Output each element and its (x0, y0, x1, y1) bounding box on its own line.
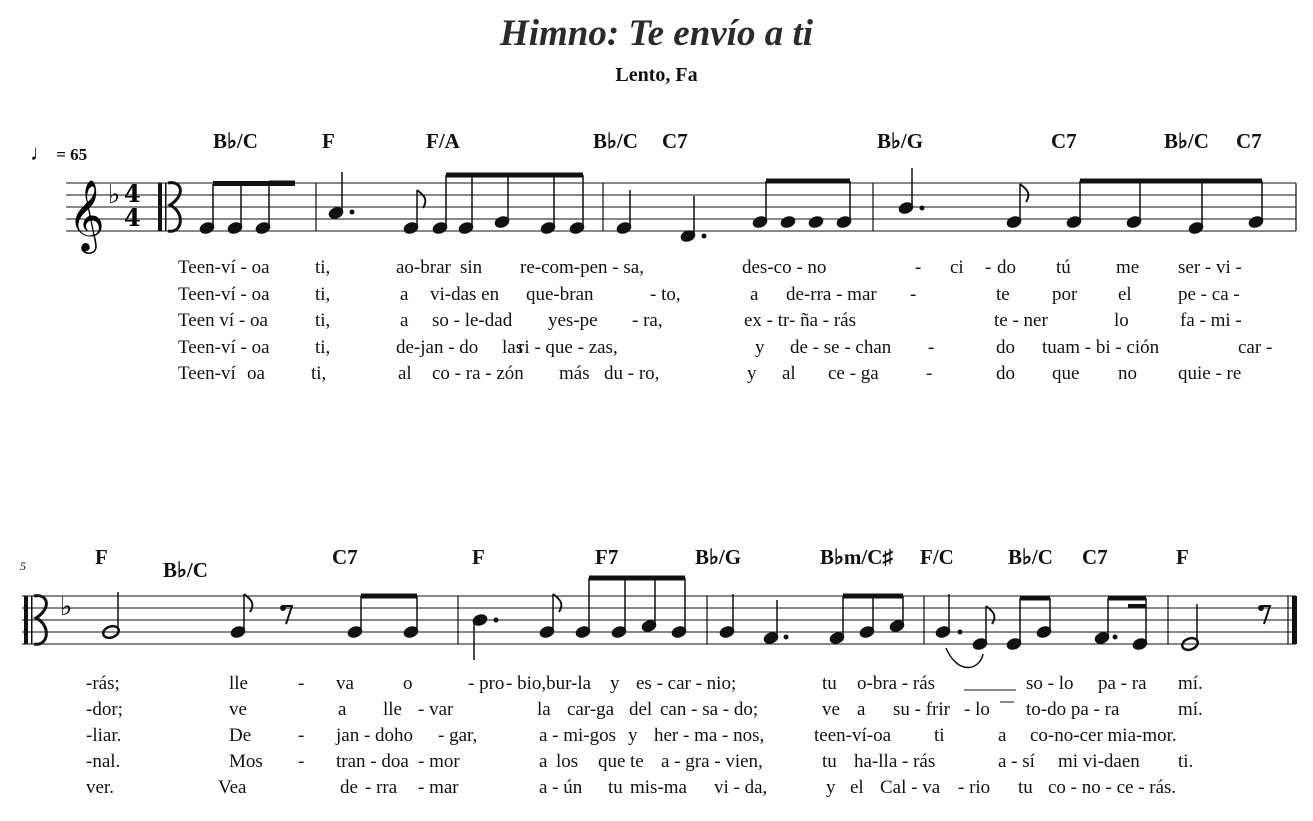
time-signature-bottom: 4 (124, 203, 141, 232)
chord-symbol: F7 (595, 545, 619, 569)
lyric-syllable: - (298, 673, 305, 694)
lyric-syllable: a (998, 725, 1007, 746)
chord-symbol: F (472, 545, 485, 569)
lyric-syllable: - (915, 257, 922, 278)
lyric-syllable: la (537, 699, 551, 720)
lyric-syllable: des-co - no (742, 257, 827, 278)
lyric-syllable: ci (950, 257, 964, 278)
lyric-syllable: al (782, 363, 796, 384)
lyric-syllable: du - ro, (604, 363, 660, 384)
lyric-syllable: Teen-ví - oa (178, 337, 270, 358)
lyric-syllable: al (398, 363, 412, 384)
lyric-syllable: ex - tr- ña - rás (744, 310, 856, 331)
chord-symbol: C7 (1236, 129, 1262, 153)
lyric-syllable: pe - ca - (1178, 284, 1240, 305)
lyric-syllable: do (996, 363, 1015, 384)
lyric-syllable: ti, (315, 337, 331, 358)
lyric-syllable: ti. (1178, 751, 1194, 772)
lyric-syllable: va (336, 673, 354, 694)
lyric-syllable: a (539, 751, 548, 772)
lyric-syllable: a - mi-gos (539, 725, 617, 746)
lyric-syllable: el (1118, 284, 1132, 305)
chord-symbol: F/C (920, 545, 954, 569)
lyric-syllable: ti (934, 725, 945, 746)
lyric-syllable: y (755, 337, 765, 358)
chord-symbol: C7 (662, 129, 688, 153)
lyric-syllable: su - frir (893, 699, 950, 720)
lyric-syllable: a (857, 699, 866, 720)
lyric-syllable: - rio (958, 777, 991, 798)
lyric-syllable: do (996, 337, 1015, 358)
lyric-syllable: a (400, 284, 409, 305)
lyric-syllable: y (628, 725, 638, 746)
lyric-syllable: oa (247, 363, 265, 384)
chord-symbol: F (322, 129, 335, 153)
lyric-syllable: y (747, 363, 757, 384)
lyric-syllable: - mor (418, 751, 460, 772)
time-signature-top: 4 (124, 179, 141, 208)
lyric-syllable: ti, (315, 284, 331, 305)
lyric-syllable: que (1052, 363, 1080, 384)
lyric-syllable: - mar (418, 777, 459, 798)
lyric-syllable: co - ra - zón (432, 363, 524, 384)
lyric-syllable: Vea (218, 777, 247, 798)
lyric-syllable: a (400, 310, 409, 331)
lyric-syllable: teen-ví-oa (814, 725, 892, 746)
lyric-syllable: tu (822, 673, 837, 694)
lyric-syllable: Cal - va (880, 777, 941, 798)
lyric-syllable: Teen-ví (178, 363, 236, 384)
lyric-syllable: de (340, 777, 358, 798)
lyric-syllable: de-rra - mar (786, 284, 877, 305)
lyric-syllable: re-com-pen - sa, (520, 257, 644, 278)
lyric-syllable: mí. (1178, 699, 1203, 720)
lyric-syllable: ri - que - zas, (518, 337, 618, 358)
lyric-syllable: del (629, 699, 653, 720)
lyric-syllable: sin (460, 257, 483, 278)
lyric-syllable: te - ner (994, 310, 1048, 331)
lyric-syllable: mi vi-daen (1058, 751, 1140, 772)
lyric-syllable: - (928, 337, 935, 358)
lyric-syllable: las (502, 337, 524, 358)
tempo-key-subtitle: Lento, Fa (615, 64, 698, 86)
lyric-syllable: a - sí (998, 751, 1035, 772)
lyric-syllable: ser - vi - (1178, 257, 1242, 278)
lyric-syllable: jan - doho (336, 725, 414, 746)
lyric-syllable: ve (229, 699, 247, 720)
lyric-syllable: vi - da, (714, 777, 768, 798)
lyric-syllable: tuam - bi - ción (1042, 337, 1160, 358)
treble-clef-icon: 𝄞 (68, 178, 105, 251)
lyric-syllable: - gar, (438, 725, 478, 746)
lyric-syllable: so - lo (1026, 673, 1074, 694)
lyric-syllable: lle (383, 699, 402, 720)
lyric-syllable: car - (1238, 337, 1273, 358)
lyric-syllable: es - car - nio; (636, 673, 737, 694)
chord-symbol: C7 (1051, 129, 1077, 153)
chord-symbol: B♭/G (695, 545, 742, 569)
lyric-syllable: her - ma - nos, (654, 725, 765, 746)
lyric-syllable: más (559, 363, 590, 384)
lyric-syllable: no (1118, 363, 1137, 384)
lyric-syllable: de - se - chan (790, 337, 892, 358)
lyric-syllable: De (229, 725, 252, 746)
key-signature-flat-icon: ♭ (60, 592, 73, 622)
lyric-syllable: mí. (1178, 673, 1203, 694)
lyric-syllable: tu (1018, 777, 1033, 798)
lyric-syllable: ha-lla - rás (854, 751, 936, 772)
lyric-syllable: tú (1056, 257, 1071, 278)
lyric-syllable: fa - mi - (1180, 310, 1242, 331)
lyric-syllable: que-bran (526, 284, 594, 305)
lyric-syllable: a (750, 284, 759, 305)
lyric-syllable: - ra, (632, 310, 663, 331)
lyric-syllable: te (630, 751, 644, 772)
chord-symbol: B♭/C (593, 129, 638, 153)
chord-symbol: F (1176, 545, 1189, 569)
notes-system-2 (102, 578, 1270, 668)
final-barline (1292, 596, 1297, 644)
lyric-syllable: te (996, 284, 1010, 305)
lyric-syllable: por (1052, 284, 1078, 305)
lyric-syllable: de-jan - do (396, 337, 479, 358)
chord-symbol: F/A (426, 129, 460, 153)
lyric-syllable: lo (1114, 310, 1129, 331)
chord-symbol: B♭/C (213, 129, 258, 153)
lyric-syllable: ao-brar (396, 257, 451, 278)
lyric-syllable: lle (229, 673, 248, 694)
chord-symbol: B♭/G (877, 129, 924, 153)
lyric-syllable: -dor; (86, 699, 123, 720)
lyric-syllable: - to, (650, 284, 681, 305)
lyric-syllable: ce - ga (828, 363, 879, 384)
lyric-syllable: mis-ma (630, 777, 687, 798)
chord-symbol: B♭m/C♯ (820, 545, 893, 569)
key-signature-flat-icon: ♭ (108, 180, 121, 210)
lyric-syllable: - pro (468, 673, 505, 694)
lyric-syllable: do (997, 257, 1016, 278)
lyric-syllable: los (556, 751, 579, 772)
lyric-syllable: pa - ra (1098, 673, 1147, 694)
metronome-value: = 65 (56, 145, 88, 164)
lyric-syllable: tu (822, 751, 837, 772)
lyric-syllable: ti, (311, 363, 327, 384)
chord-symbol: C7 (1082, 545, 1108, 569)
lyric-syllable: -rás; (86, 673, 120, 694)
lyric-syllable: yes-pe (548, 310, 598, 331)
notes-system-1 (199, 168, 1265, 243)
lyric-syllable: me (1116, 257, 1140, 278)
lyric-syllable: vi-das en (430, 284, 500, 305)
lyric-syllable: car-ga (567, 699, 615, 720)
lyric-syllable: Mos (229, 751, 263, 772)
lyric-syllable: - (985, 257, 992, 278)
lyric-syllable: quie - re (1178, 363, 1242, 384)
lyric-syllable: ti, (315, 310, 331, 331)
chord-symbol: B♭/C (1008, 545, 1053, 569)
lyric-syllable: a - gra - vien, (661, 751, 763, 772)
chord-symbol: C7 (332, 545, 358, 569)
lyric-syllable: a - ún (539, 777, 583, 798)
lyric-syllable: - rra (365, 777, 398, 798)
lyric-syllable: que (598, 751, 626, 772)
measure-number: 5 (20, 559, 26, 573)
lyric-syllable: to-do pa - ra (1026, 699, 1120, 720)
lyric-syllable: o (403, 673, 413, 694)
chord-symbol: B♭/C (1164, 129, 1209, 153)
lyric-syllable: - bio,bur-la (506, 673, 592, 694)
lyric-syllable: Teen-ví - oa (178, 284, 270, 305)
lyric-syllable: - (298, 751, 305, 772)
lyric-syllable: - var (418, 699, 454, 720)
lyric-syllable: y (826, 777, 836, 798)
lyric-syllable: ve (822, 699, 840, 720)
lyric-syllable: ver. (86, 777, 114, 798)
chord-symbol: F (95, 545, 108, 569)
lyric-syllable: tran - doa (336, 751, 409, 772)
lyric-syllable: - (298, 725, 305, 746)
lyric-syllable: co - no - ce - rás. (1048, 777, 1177, 798)
lyric-syllable: - (926, 363, 933, 384)
lyric-syllable: co-no-cer mia-mor. (1030, 725, 1177, 746)
quarter-note-icon: ♩ (30, 140, 52, 165)
lyric-syllable: so - le-dad (432, 310, 513, 331)
lyric-syllable: - lo (964, 699, 990, 720)
lyric-syllable: Teen-ví - oa (178, 257, 270, 278)
lyric-syllable: o-bra - rás (857, 673, 936, 694)
lyric-syllable: -nal. (86, 751, 121, 772)
lyric-syllable: -liar. (86, 725, 122, 746)
lyric-syllable: tu (608, 777, 623, 798)
lyric-syllable: y (610, 673, 620, 694)
lyric-syllable: ti, (315, 257, 331, 278)
lyric-syllable: a (338, 699, 347, 720)
lyric-syllable: can - sa - do; (660, 699, 759, 720)
chord-symbol: B♭/C (163, 558, 208, 582)
hymn-title: Himno: Te envío a ti (499, 13, 814, 54)
lyric-syllable: Teen ví - oa (178, 310, 268, 331)
lyric-syllable: el (850, 777, 864, 798)
lyric-syllable: - (910, 284, 917, 305)
staff-lines-system-1 (66, 183, 1296, 231)
